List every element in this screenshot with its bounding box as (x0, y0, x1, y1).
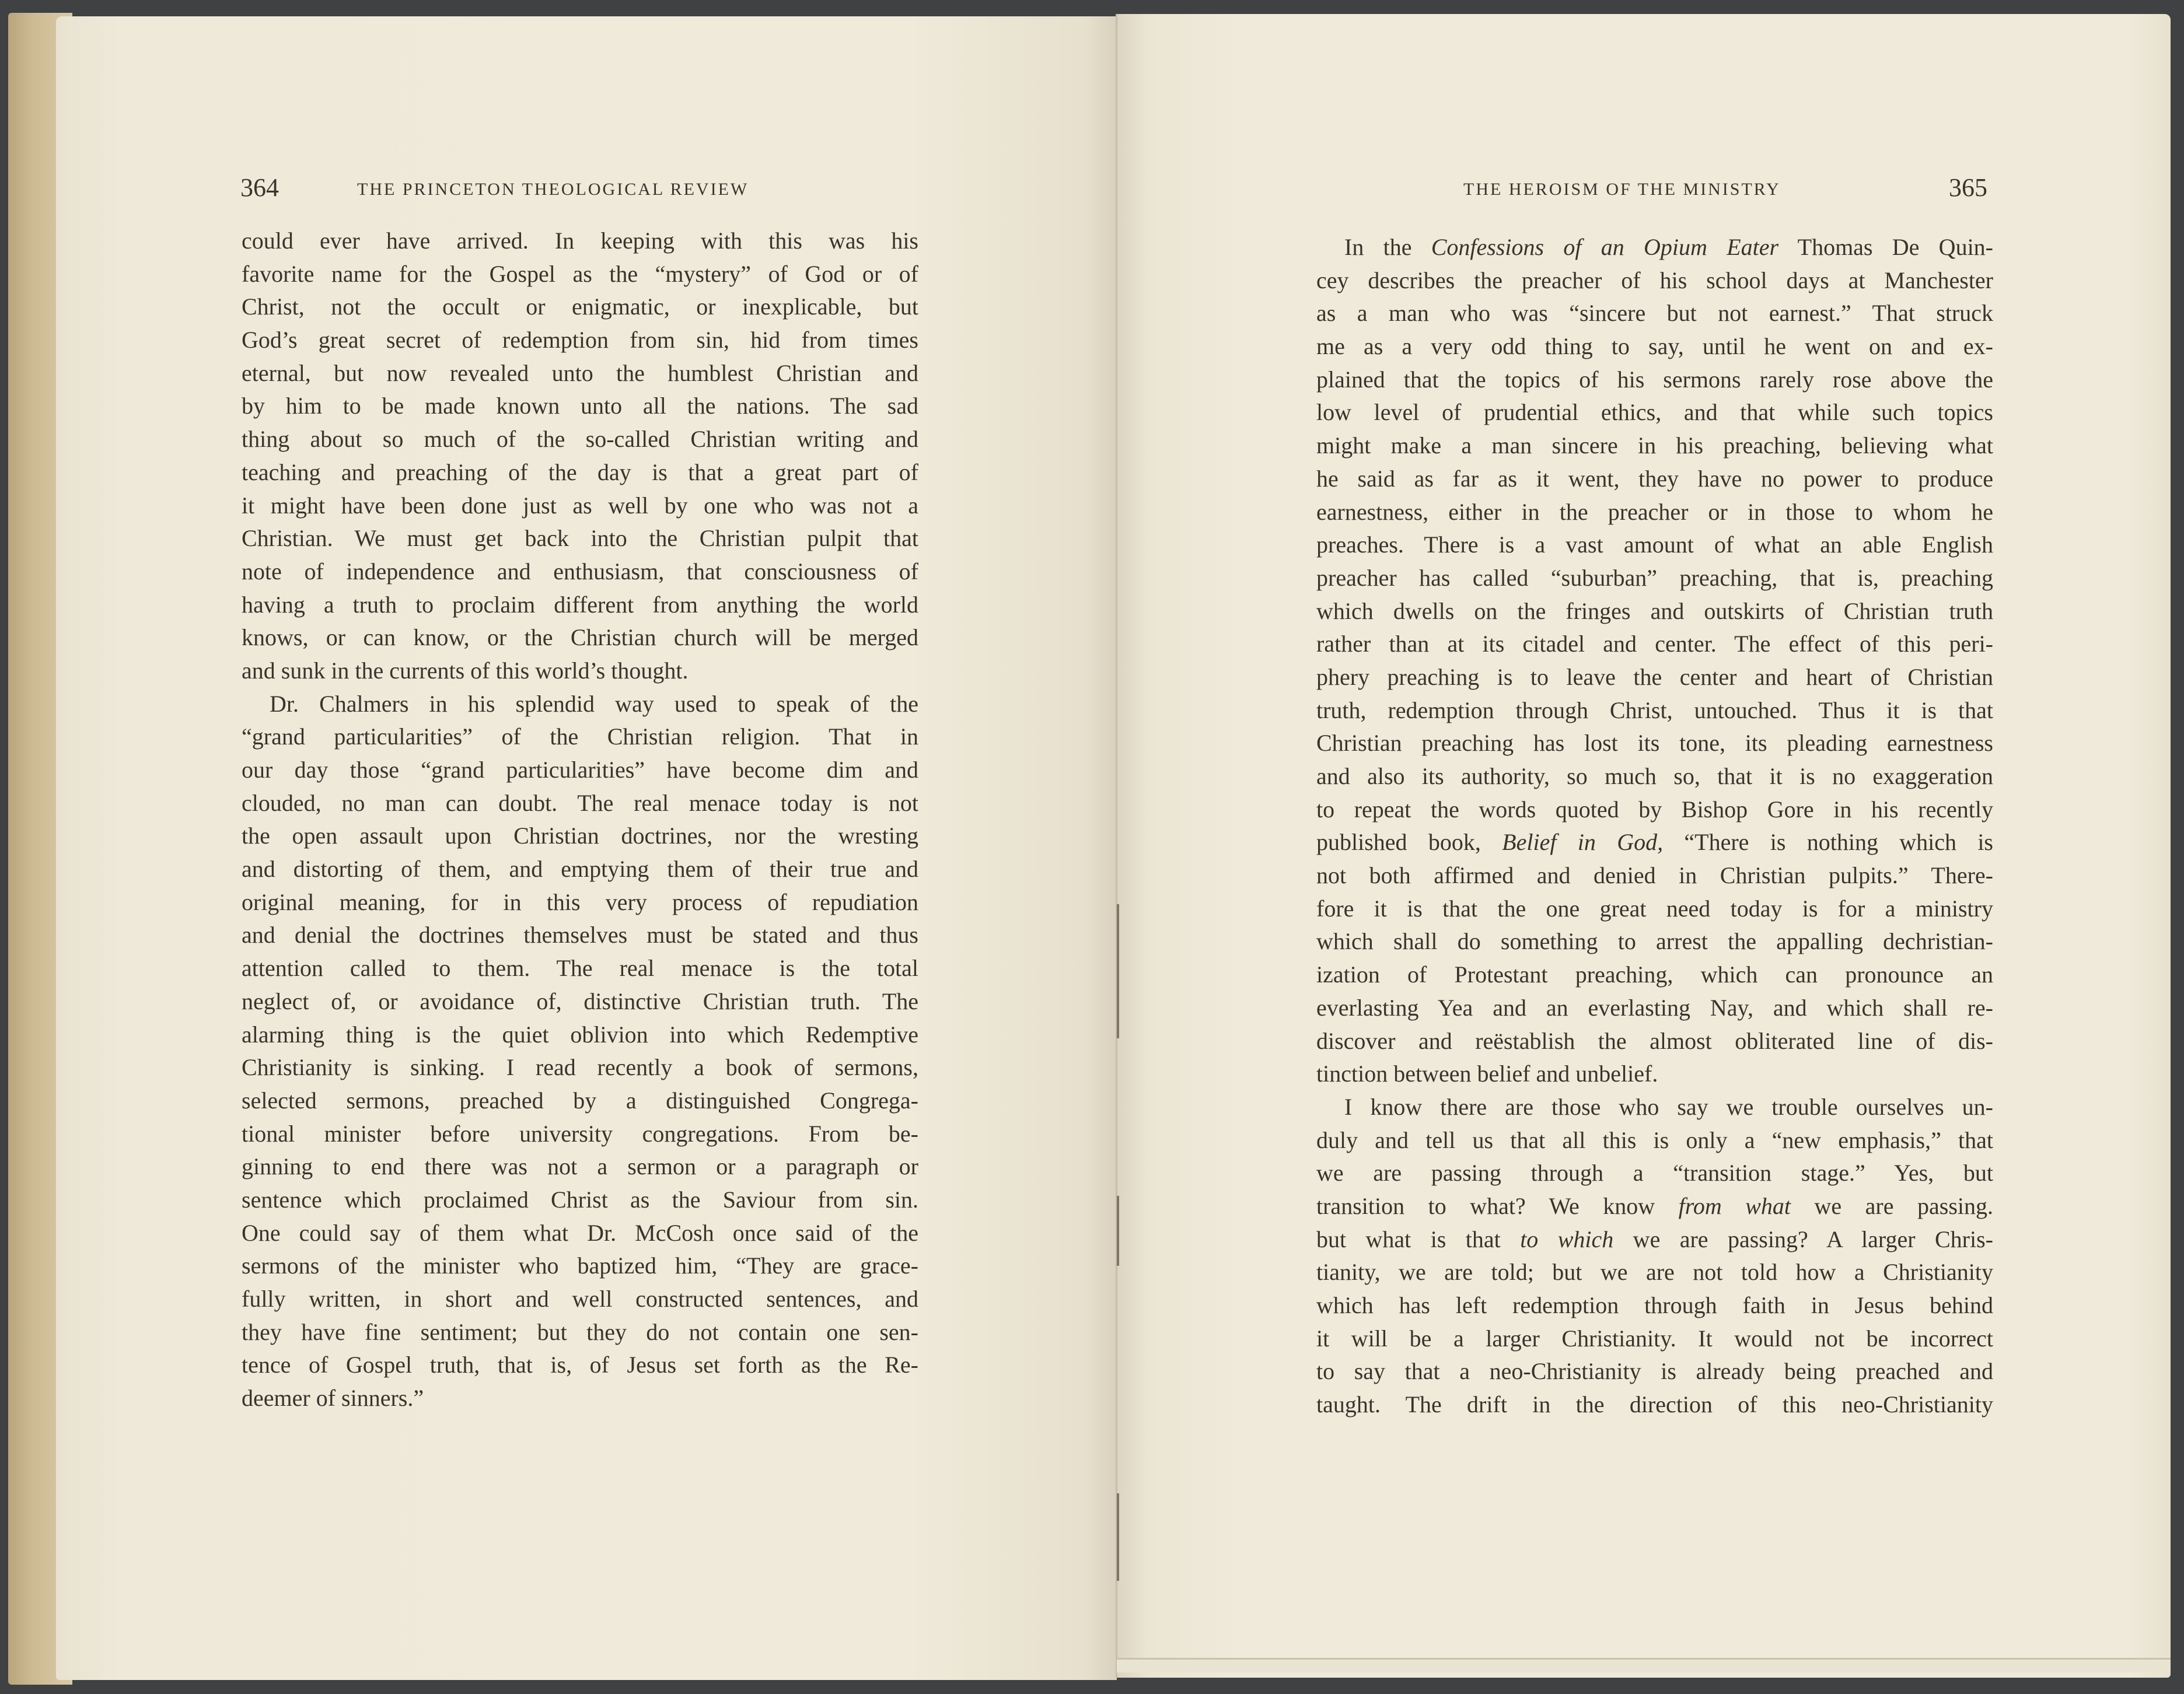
text-run: ization of Protestant preaching, which can pronounce an (1316, 961, 1993, 988)
text-line (1316, 1388, 1993, 1422)
left-running-head: THE PRINCETON THEOLOGICAL REVIEW (357, 180, 749, 199)
text-run: he said as far as it went, they have no power to produce (1316, 465, 1993, 492)
text-line: original meaning, for in this very process of repudiation (242, 888, 918, 915)
text-run: it will be a larger Christianity. It would not be incorrect (1316, 1325, 1993, 1352)
italic-text: Belief in God, (1502, 829, 1664, 856)
page-fold (1117, 1658, 2171, 1672)
text-line (1316, 1025, 1993, 1058)
text-line: ginning to end there was not a sermon or a paragraph or (242, 1153, 918, 1180)
text-line (1316, 496, 1993, 529)
text-run: fore it is that the one great need today is for a ministry (1316, 895, 1993, 922)
text-line: it might have been done just as well by one who was not a (242, 492, 918, 519)
text-run: discover and reëstablish the almost obliterated line of dis- (1316, 1027, 1993, 1054)
text-line (1316, 859, 1993, 892)
text-line (1316, 1124, 1993, 1157)
text-line: and denial the doctrines themselves must be stated and thus (242, 922, 918, 949)
text-run: tinction between belief and unbelief. (1316, 1060, 1658, 1087)
text-line: our day those “grand particularities” have become dim and (242, 757, 918, 783)
right-page-number: 365 (1949, 173, 1987, 202)
text-line: “grand particularities” of the Christian religion. That in (242, 723, 918, 750)
text-run: preaches. There is a vast amount of what an able English (1316, 531, 1993, 558)
text-run: taught. The drift in the direction of this neo-Christianity (1316, 1391, 1993, 1418)
margin-mark (1117, 1493, 1119, 1581)
text-line (1316, 1091, 1993, 1124)
text-run: earnestness, either in the preacher or in those to whom he (1316, 498, 1993, 525)
text-line: deemer of sinners.” (242, 1385, 424, 1412)
text-run: I know there are those who say we trouble ourselves un- (1344, 1093, 1993, 1120)
text-line: and distorting of them, and emptying them of their true and (242, 856, 918, 883)
text-run: low level of prudential ethics, and that while such topics (1316, 399, 1993, 426)
text-line: attention called to them. The real menace is the total (242, 955, 918, 982)
text-line (1316, 992, 1993, 1025)
text-line (1316, 1256, 1993, 1289)
italic-text: to which (1520, 1226, 1614, 1252)
text-line (1316, 330, 1993, 363)
text-run: we are passing through a “transition stage.” Yes, but (1316, 1160, 1993, 1186)
text-line (1316, 463, 1993, 496)
text-line (1316, 1355, 1993, 1388)
text-run: not both affirmed and denied in Christian pulpits.” There- (1316, 862, 1993, 889)
text-run: Christian preaching has lost its tone, its pleading earnestness (1316, 730, 1993, 757)
text-line (1316, 1058, 1993, 1091)
text-line: note of independence and enthusiasm, that consciousness of (242, 558, 918, 584)
text-run: rather than at its citadel and center. The effect of this peri- (1316, 631, 1993, 657)
text-line (1316, 826, 1993, 859)
text-line (1316, 396, 1993, 429)
text-line: and sunk in the currents of this world’s thought. (242, 657, 689, 684)
right-running-head: THE HEROISM OF THE MINISTRY (1463, 180, 1781, 199)
text-line (1316, 1322, 1993, 1356)
text-line: alarming thing is the quiet oblivion into which Redemptive (242, 1021, 918, 1048)
text-line (1316, 1157, 1993, 1190)
left-page-body (242, 225, 918, 1415)
gutter (1116, 14, 1117, 1678)
text-line: sentence which proclaimed Christ as the Saviour from sin. (242, 1186, 918, 1213)
text-line: by him to be made known unto all the nations. The sad (242, 393, 918, 419)
text-line: having a truth to proclaim different from anything the world (242, 591, 918, 618)
left-page-number: 364 (240, 173, 279, 202)
text-run: as a man who was “sincere but not earnest.” That struck (1316, 300, 1993, 327)
text-line: sermons of the minister who baptized him, “They are grace- (242, 1252, 918, 1279)
text-line: they have fine sentiment; but they do not contain one sen- (242, 1318, 918, 1345)
text-line (1316, 1289, 1993, 1322)
text-line: favorite name for the Gospel as the “mystery” of God or of (242, 260, 918, 287)
text-run: truth, redemption through Christ, untouched. Thus it is that (1316, 696, 1993, 723)
text-run: we are passing. (1791, 1192, 1994, 1219)
text-line (1316, 925, 1993, 958)
text-line: neglect of, or avoidance of, distinctive Christian truth. The (242, 988, 918, 1014)
text-run: “There is nothing which is (1663, 829, 1993, 856)
text-line: Christian. We must get back into the Christian pulpit that (242, 525, 918, 552)
text-line (1316, 429, 1993, 463)
text-run: published book, (1316, 829, 1502, 856)
text-run: In the (1344, 234, 1431, 260)
text-run: which shall do something to arrest the appalling dechristian- (1316, 928, 1993, 955)
text-run: we are passing? A larger Chris- (1613, 1226, 1993, 1252)
text-line (1316, 661, 1993, 694)
text-line (1316, 264, 1993, 298)
italic-text: Confessions of an Opium Eater (1431, 234, 1779, 260)
text-line: tence of Gospel truth, that is, of Jesus set forth as the Re- (242, 1352, 918, 1378)
text-run: me as a very odd thing to say, until he went on and ex- (1316, 333, 1993, 360)
text-run: phery preaching is to leave the center and heart of Christian (1316, 663, 1993, 690)
text-line (1316, 694, 1993, 727)
text-run: cey describes the preacher of his school days at Manchester (1316, 267, 1993, 293)
text-run: plained that the topics of his sermons rarely rose above the (1316, 366, 1993, 393)
text-run: to say that a neo-Christianity is already being preached and (1316, 1358, 1993, 1385)
text-run: but what is that (1316, 1226, 1521, 1252)
text-line (1316, 793, 1993, 827)
text-line (1316, 760, 1993, 793)
text-line (1316, 231, 1993, 264)
text-line: Christ, not the occult or enigmatic, or inexplicable, but (242, 293, 918, 320)
text-run: which dwells on the fringes and outskirts of Christian truth (1316, 597, 1993, 624)
text-line (1316, 628, 1993, 661)
text-run: preacher has called “suburban” preaching, that is, preaching (1316, 564, 1993, 591)
margin-mark (1117, 904, 1119, 1038)
italic-text: from what (1678, 1192, 1791, 1219)
text-run: might make a man sincere in his preaching, believing what (1316, 432, 1993, 459)
text-line: thing about so much of the so-called Christian writing and (242, 426, 918, 453)
text-line: clouded, no man can doubt. The real menace today is not (242, 789, 918, 816)
text-run: duly and tell us that all this is only a “new emphasis,” that (1316, 1126, 1993, 1153)
text-line: God’s great secret of redemption from sin, hid from times (242, 327, 918, 354)
text-line (1316, 297, 1993, 330)
text-line: teaching and preaching of the day is that a great part of (242, 459, 918, 485)
text-run: to repeat the words quoted by Bishop Gore in his recently (1316, 796, 1993, 822)
text-line: eternal, but now revealed unto the humblest Christian and (242, 359, 918, 386)
text-run: Thomas De Quin- (1778, 234, 1994, 260)
text-run: everlasting Yea and an everlasting Nay, and which shall re- (1316, 994, 1993, 1021)
text-line (1316, 727, 1993, 760)
text-line: One could say of them what Dr. McCosh once said of the (242, 1219, 918, 1246)
text-line (1316, 528, 1993, 562)
text-line: Christianity is sinking. I read recently a book of sermons, (242, 1054, 918, 1081)
text-line: Dr. Chalmers in his splendid way used to speak of the (270, 690, 918, 717)
text-line: knows, or can know, or the Christian church will be merged (242, 624, 918, 651)
text-line: fully written, in short and well constructed sentences, and (242, 1286, 918, 1312)
text-line: tional minister before university congregations. From be- (242, 1120, 918, 1147)
text-line (1316, 892, 1993, 926)
text-line (1316, 958, 1993, 992)
text-run: and also its authority, so much so, that it is no exaggeration (1316, 763, 1993, 789)
text-line (1316, 562, 1993, 595)
text-line (1316, 363, 1993, 397)
text-line: the open assault upon Christian doctrines, nor the wresting (242, 822, 918, 849)
text-run: tianity, we are told; but we are not told how a Christianity (1316, 1259, 1993, 1286)
text-run: transition to what? We know (1316, 1192, 1679, 1219)
text-line (1316, 1223, 1993, 1256)
margin-mark (1117, 1196, 1119, 1266)
text-line (1316, 1190, 1993, 1223)
text-line: could ever have arrived. In keeping with this was his (242, 228, 918, 254)
text-line (1316, 595, 1993, 628)
text-run: which has left redemption through faith in Jesus behind (1316, 1292, 1993, 1318)
text-line: selected sermons, preached by a distinguished Congrega- (242, 1087, 918, 1114)
right-page-body (1316, 231, 1993, 1422)
